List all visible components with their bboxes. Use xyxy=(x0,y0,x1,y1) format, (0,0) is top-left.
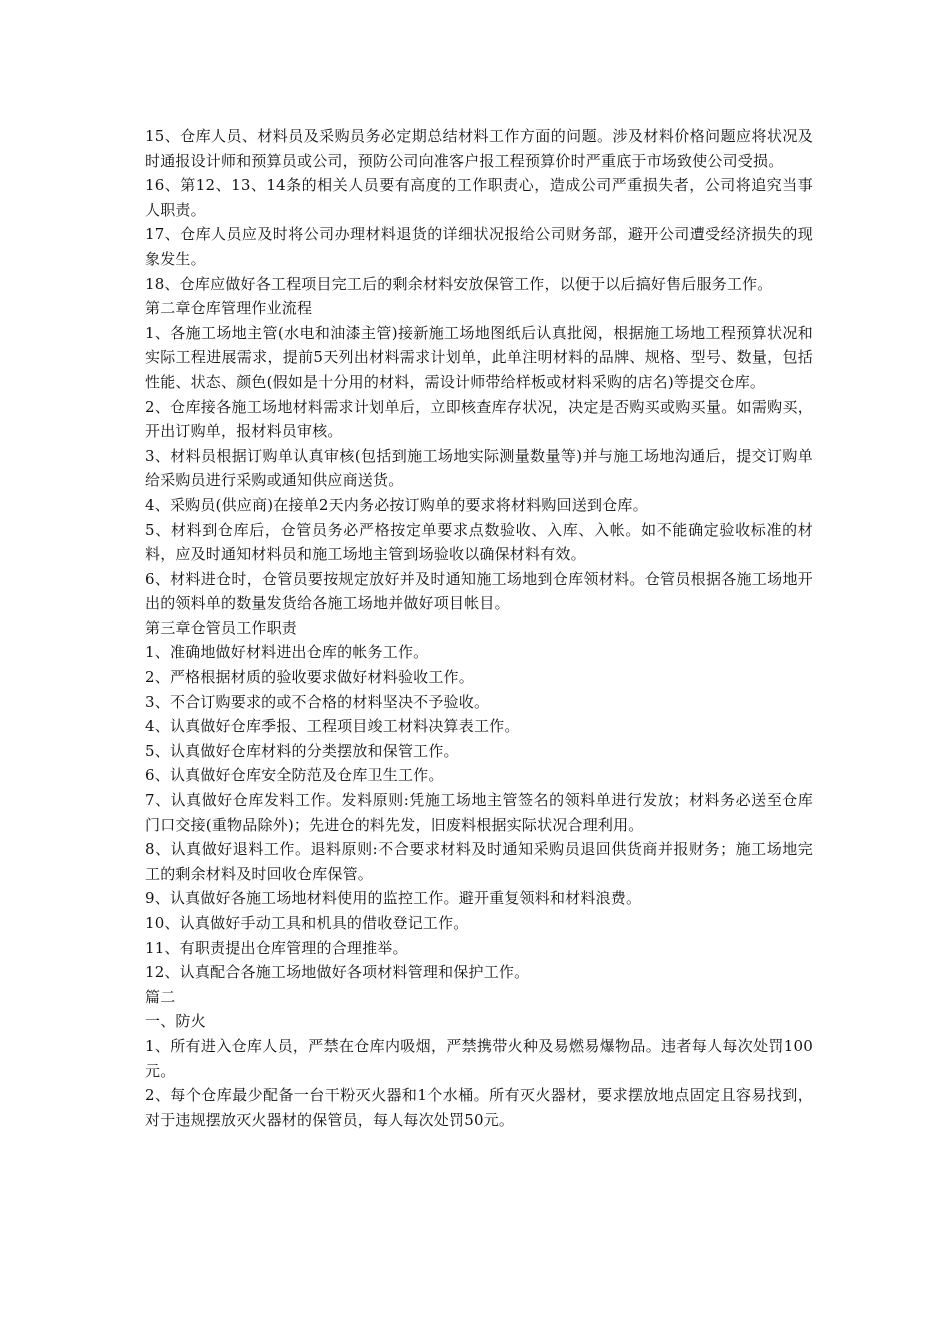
paragraph: 2、严格根据材质的验收要求做好材料验收工作。 xyxy=(145,668,474,687)
paragraph: 16、第12、13、14条的相关人员要有高度的工作职责心，造成公司严重损失者，公司将追究当事人职责。 xyxy=(145,176,813,219)
paragraph: 2、仓库接各施工场地材料需求计划单后，立即核查库存状况，决定是否购买或购买量。如需购买，开出订购单，报材料员审核。 xyxy=(145,397,813,441)
paragraph: 10、认真做好手动工具和机具的借收登记工作。 xyxy=(145,914,469,932)
paragraph: 4、采购员(供应商)在接单2天内务必按订购单的要求将材料购回送到仓库。 xyxy=(145,495,648,514)
paragraph: 18、仓库应做好各工程项目完工后的剩余材料安放保管工作，以便于以后搞好售后服务工作。 xyxy=(145,274,773,293)
chapter-heading: 第二章仓库管理作业流程 xyxy=(145,299,313,318)
paragraph: 8、认真做好退料工作。退料原则:不合要求材料及时通知采购员退回供货商并报财务；施工场地完工的剩余材料及时回收仓库保管。 xyxy=(145,840,813,883)
paragraph: 11、有职责提出仓库管理的合理推举。 xyxy=(145,938,408,957)
paragraph: 3、材料员根据订购单认真审核(包括到施工场地实际测量数量等)并与施工场地沟通后，提交订购单给采购员进行采购或通知供应商送货。 xyxy=(145,446,813,490)
paragraph: 6、材料进仓时，仓管员要按规定放好并及时通知施工场地到仓库领材料。仓管员根据各施工场地开出的领料单的数量发货给各施工场地并做好项目帐目。 xyxy=(145,569,813,613)
paragraph: 15、仓库人员、材料员及采购员务必定期总结材料工作方面的问题。涉及材料价格问题应将状况及时通报设计师和预算员或公司，预防公司向准客户报工程预算价时严重底于市场致使公司受损。 xyxy=(145,127,813,170)
section-heading: 篇二 xyxy=(145,987,176,1006)
paragraph: 5、认真做好仓库材料的分类摆放和保管工作。 xyxy=(145,741,459,760)
document-page xyxy=(145,124,813,1132)
paragraph: 3、不合订购要求的或不合格的材料坚决不予验收。 xyxy=(145,692,490,711)
paragraph: 9、认真做好各施工场地材料使用的监控工作。避开重复领料和材料浪费。 xyxy=(145,889,642,908)
paragraph: 4、认真做好仓库季报、工程项目竣工材料决算表工作。 xyxy=(145,717,520,736)
paragraph: 6、认真做好仓库安全防范及仓库卫生工作。 xyxy=(145,766,444,785)
paragraph: 1、各施工场地主管(水电和油漆主管)接新施工场地图纸后认真批阅，根据施工场地工程预算状况和实际工程进展需求，提前5天列出材料需求计划单，此单注明材料的品牌、规格、型号、数量，包括性能、状态、颜色(假如是十分用的材料，需设计师带给样板或材料采购的店名)等提交仓库。 xyxy=(145,323,813,391)
paragraph: 12、认真配合各施工场地做好各项材料管理和保护工作。 xyxy=(145,963,530,982)
paragraph: 7、认真做好仓库发料工作。发料原则:凭施工场地主管签名的领料单进行发放；材料务必送至仓库门口交接(重物品除外)；先进仓的料先发，旧废料根据实际状况合理利用。 xyxy=(145,791,813,834)
paragraph: 2、每个仓库最少配备一台干粉灭火器和1个水桶。所有灭火器材，要求摆放地点固定且容易找到，对于违规摆放灭火器材的保管员，每人每次处罚50元。 xyxy=(145,1086,813,1129)
section-heading: 一、防火 xyxy=(145,1012,206,1031)
paragraph: 5、材料到仓库后，仓管员务必严格按定单要求点数验收、入库、入帐。如不能确定验收标准的材料，应及时通知材料员和施工场地主管到场验收以确保材料有效。 xyxy=(145,520,813,564)
chapter-heading: 第三章仓管员工作职责 xyxy=(145,618,298,637)
paragraph: 1、所有进入仓库人员，严禁在仓库内吸烟，严禁携带火种及易燃易爆物品。违者每人每次处罚100元。 xyxy=(145,1036,813,1080)
paragraph: 1、准确地做好材料进出仓库的帐务工作。 xyxy=(145,643,429,662)
paragraph: 17、仓库人员应及时将公司办理材料退货的详细状况报给公司财务部，避开公司遭受经济损失的现象发生。 xyxy=(145,225,813,268)
